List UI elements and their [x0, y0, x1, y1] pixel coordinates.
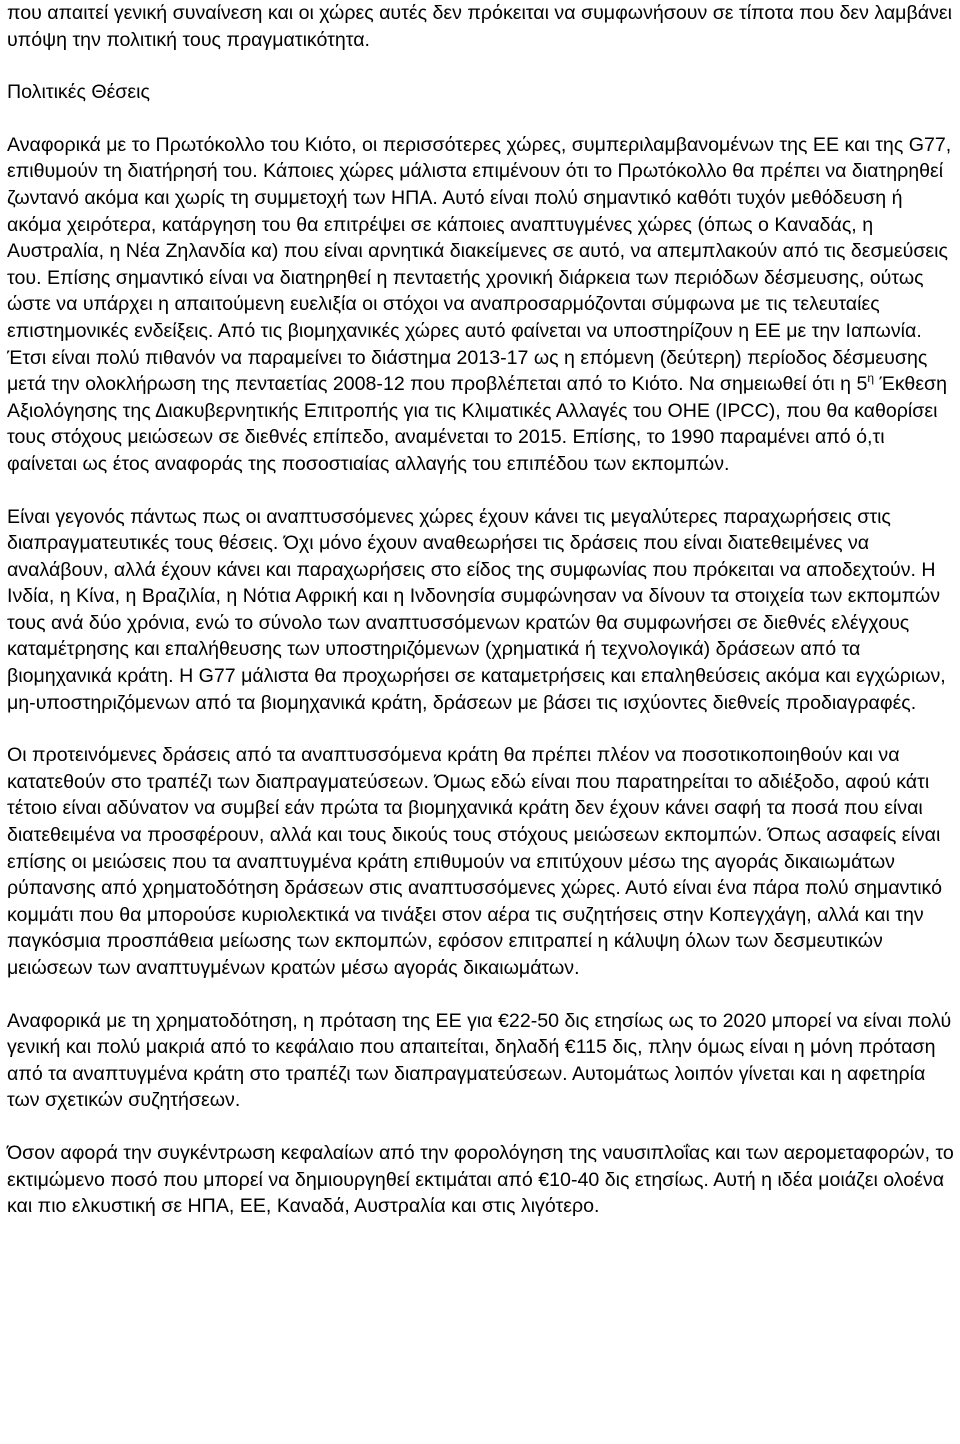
paragraph-spacer — [7, 982, 954, 1008]
paragraph-taxation: Όσον αφορά την συγκέντρωση κεφαλαίων από την φορολόγηση της ναυσιπλοΐας και των αερομεταφορών, το εκτιμώμενο ποσό που μπορεί να δημιουργηθεί εκτιμάται από €10-40 δις ετησίως. Αυτή η ιδέα μοιάζει ολοένα και πιο ελκυστική σε ΗΠΑ, ΕΕ, Καναδά, Αυστραλία και στις λιγότερο. — [7, 1141, 954, 1218]
ordinal-superscript: η — [867, 371, 875, 386]
paragraph-proposed-actions: Οι προτεινόμενες δράσεις από τα αναπτυσσόμενα κράτη θα πρέπει πλέον να ποσοτικοποιηθούν και να κατατεθούν στο τραπέζι των διαπραγματεύσεων. Όμως εδώ είναι που παρατηρείται το αδιέξοδο, αφού κάτι τέτοιο είναι αδύνατον να συμβεί εάν πρώτα τα βιομηχανικά κράτη δεν έχουν κάνει σαφή τα ποσά που είναι διατεθειμένα να προσφέρουν, αλλά και τους δικούς τους στόχους μειώσεων εκπομπών. Όπως ασαφείς είναι επίσης οι μειώσεις που τα αναπτυγμένα κράτη επιθυμούν να επιτύχουν μέσω της αγοράς δικαιωμάτων ρύπανσης από χρηματοδότηση δράσεων στις αναπτυσσόμενες χώρες. Αυτό είναι ένα πάρα πολύ σημαντικό κομμάτι που θα μπορούσε κυριολεκτικά να τινάξει στον αέρα τις συζητήσεις στην Κοπεγχάγη, αλλά και την παγκόσμια προσπάθεια μείωσης των εκπομπών, εφόσον επιτραπεί η κάλυψη όλων των δεσμευτικών μειώσεων των αναπτυγμένων κρατών μέσω αγοράς δικαιωμάτων. — [7, 744, 943, 979]
section-title: Πολιτικές Θέσεις — [7, 81, 150, 104]
paragraph-text: Έκθεση Αξιολόγησης της Διακυβερνητικής Επιτροπής για τις Κλιματικές Αλλαγές του ΟΗΕ (IPCC), που θα καθορίσει τους στόχους μειώσεων σε διεθνές επίπεδο, αναμένεται το 2015. Επίσης, το 1990 παραμένει από ό,τι φαίνεται ως έτος αναφοράς της ποσοστιαίας αλλαγής του επιπέδου των εκπομπών. — [7, 373, 948, 475]
paragraph-spacer — [7, 478, 954, 504]
paragraph-spacer — [7, 1114, 954, 1140]
paragraph-developing-countries: Είναι γεγονός πάντως πως οι αναπτυσσόμενες χώρες έχουν κάνει τις μεγαλύτερες παραχωρήσεις στις διαπραγματευτικές τους θέσεις. Όχι μόνο έχουν αναθεωρήσει τις δράσεις που είναι διατεθειμένες να αναλάβουν, αλλά έχουν κάνει και παραχωρήσεις στο είδος της συμφωνίας που πρόκειται να αποδεχτούν. Η Ινδία, η Κίνα, η Βραζιλία, η Νότια Αφρική και η Ινδονησία συμφώνησαν να δίνουν τα στοιχεία των εκπομπών τους ανά δύο χρόνια, ενώ το σύνολο των αναπτυσσόμενων κρατών θα συμφωνήσει σε διεθνές ελέγχους καταμέτρησης και επαλήθευσης των υποστηριζόμενων (χρηματικά ή τεχνολογικά) δράσεων από τα βιομηχανικά κράτη. Η G77 μάλιστα θα προχωρήσει σε καταμετρήσεις και επαληθεύσεις ακόμα και εγχώριων, μη-υποστηριζόμενων από τα βιομηχανικά κράτη, δράσεων με βάσει τις ισχύοντες διεθνείς προδιαγραφές. — [7, 505, 946, 714]
paragraph-financing: Αναφορικά με τη χρηματοδότηση, η πρόταση της ΕΕ για €22-50 δις ετησίως ως το 2020 μπορεί να είναι πολύ γενική και πολύ μακριά από το κεφάλαιο που απαιτείται, δηλαδή €115 δις, πλην όμως είναι η μόνη πρόταση από τα αναπτυγμένα κράτη στο τραπέζι των διαπραγματεύσεων. Αυτομάτως λοιπόν γίνεται και η αφετηρία των σχετικών συζητήσεων. — [7, 1009, 952, 1112]
paragraph-spacer — [7, 716, 954, 742]
paragraph-spacer — [7, 106, 954, 132]
paragraph-spacer — [7, 53, 954, 79]
intro-paragraph: που απαιτεί γενική συναίνεση και οι χώρες αυτές δεν πρόκειται να συμφωνήσουν σε τίποτα που δεν λαμβάνει υπόψη την πολιτική τους πραγματικότητα. — [7, 2, 952, 51]
paragraph-text: Αναφορικά με το Πρωτόκολλο του Κιότο, οι περισσότερες χώρες, συμπεριλαμβανομένων της ΕΕ και της G77, επιθυμούν τη διατήρησή του. Κάποιες χώρες μάλιστα επιμένουν ότι το Πρωτόκολλο θα πρέπει να διατηρηθεί ζωντανό ακόμα και χωρίς τη συμμετοχή των ΗΠΑ. Αυτό είναι πολύ σημαντικό καθότι τυχόν μεθόδευση ή ακόμα χειρότερα, κατάργηση του θα επιτρέψει σε κάποιες αναπτυγμένες χώρες (όπως ο Καναδάς, η Αυστραλία, η Νέα Ζηλανδία κα) που είναι αρνητικά διακείμενες σε αυτό, να απεμπλακούν από τις δεσμεύσεις του. Επίσης σημαντικό είναι να διατηρηθεί η πενταετής χρονική διάρκεια των περιόδων δέσμευσης, ούτως ώστε να υπάρχει η απαιτούμενη ευελιξία οι στόχοι να αναπροσαρμόζονται σύμφωνα με τις τελευταίες επιστημονικές ενδείξεις. Από τις βιομηχανικές χώρες αυτό φαίνεται να υποστηρίζουν η ΕΕ με την Ιαπωνία. Έτσι είναι πολύ πιθανόν να παραμείνει το διάστημα 2013-17 ως η επόμενη (δεύτερη) περίοδος δέσμευσης μετά την ολοκλήρωση της πενταετίας 2008-12 που προβλέπεται από το Κιότο. Να σημειωθεί ότι η 5 — [7, 133, 952, 396]
paragraph-kyoto-protocol — [7, 132, 954, 478]
